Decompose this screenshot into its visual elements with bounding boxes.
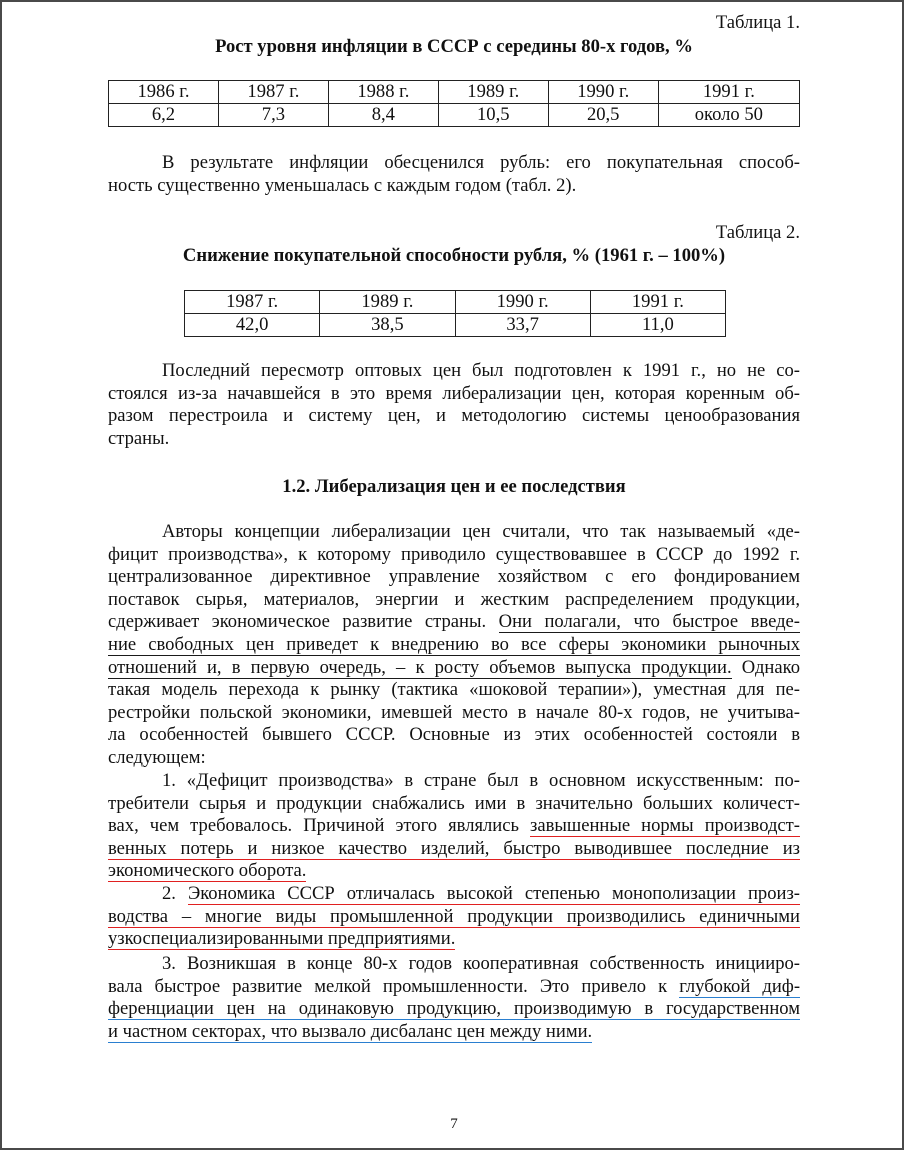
underlined-text: Экономика СССР отличалась высокой степенью монополизации произ- bbox=[187, 883, 800, 904]
table-header-cell: 1986 г. bbox=[109, 81, 219, 104]
text-line: поставок сырья, материалов, энергии и жестким распределением продукции, bbox=[108, 588, 800, 610]
table-cell: 10,5 bbox=[438, 104, 548, 127]
underlined-text: глубокой диф- bbox=[679, 975, 801, 997]
text-line: ла особенностей бывшего СССР. Основные из этих особенностей состояли в bbox=[108, 724, 800, 746]
underlined-text: ние свободных цен приведет к внедрению во все сферы экономики рыночных bbox=[108, 633, 800, 655]
list-item-2 bbox=[108, 883, 800, 951]
purchasing-power-table bbox=[184, 290, 726, 337]
table-cell: 33,7 bbox=[455, 314, 590, 337]
text-line bbox=[108, 928, 800, 951]
text-line bbox=[108, 860, 800, 883]
text-line bbox=[108, 634, 800, 657]
paragraph-1 bbox=[108, 152, 800, 197]
text-line: Авторы концепции либерализации цен считали, что так называемый «де- bbox=[162, 521, 800, 542]
text-segment: Однако bbox=[731, 656, 800, 678]
text-line: следующем: bbox=[108, 746, 206, 768]
text-line bbox=[108, 906, 800, 929]
table-cell: 20,5 bbox=[548, 104, 658, 127]
paragraph-2 bbox=[108, 360, 800, 450]
text-line: 1. «Дефицит производства» в стране был в основном искусственным: по- bbox=[162, 770, 800, 791]
table-cell: около 50 bbox=[658, 104, 799, 127]
table-cell: 6,2 bbox=[109, 104, 219, 127]
underlined-text: и частном секторах, что вызвало дисбаланс цен между ними. bbox=[108, 1020, 593, 1042]
underlined-text: водства – многие виды промышленной продукции производились единичными bbox=[108, 905, 800, 927]
table-cell: 11,0 bbox=[590, 314, 725, 337]
text-line: Последний пересмотр оптовых цен был подготовлен к 1991 г., но не со- bbox=[162, 360, 800, 381]
text-line: требители сырья и продукции снабжались ими в значительно больших количест- bbox=[108, 792, 800, 814]
table-header-cell: 1990 г. bbox=[455, 291, 590, 314]
text-line bbox=[108, 838, 800, 861]
table-header-cell: 1987 г. bbox=[218, 81, 328, 104]
table-header-cell: 1989 г. bbox=[320, 291, 455, 314]
list-item-3 bbox=[108, 953, 800, 1043]
table-row bbox=[185, 314, 726, 337]
section-heading: 1.2. Либерализация цен и ее последствия bbox=[282, 476, 626, 497]
text-line: 3. Возникшая в конце 80-х годов кооперативная собственность иницииро- bbox=[162, 953, 800, 974]
table1-title: Рост уровня инфляции в СССР с середины 80-х годов, % bbox=[215, 36, 693, 57]
underlined-text: завышенные нормы производст- bbox=[530, 815, 800, 837]
table-row bbox=[109, 81, 800, 104]
text-line: В результате инфляции обесценился рубль: его покупательная способ- bbox=[162, 152, 800, 173]
table-header-cell: 1990 г. bbox=[548, 81, 658, 104]
inflation-table bbox=[108, 80, 800, 127]
text-segment: вала быстрое развитие мелкой промышленности. Это привело к bbox=[108, 975, 680, 997]
underlined-text: отношений и, в первую очередь, – к росту объемов выпуска продукции. bbox=[108, 656, 732, 678]
underlined-text: экономического оборота. bbox=[108, 860, 307, 882]
list-item-1 bbox=[108, 770, 800, 883]
text-segment: 2. bbox=[162, 883, 188, 904]
table-cell: 7,3 bbox=[218, 104, 328, 127]
table-cell: 38,5 bbox=[320, 314, 455, 337]
text-line: фицит производства», к которому приводило существовавшее в СССР до 1992 г. bbox=[108, 543, 800, 565]
text-line bbox=[108, 883, 800, 906]
table-header-cell: 1987 г. bbox=[185, 291, 320, 314]
text-line: стоялся из-за начавшейся в это время либерализации цен, которая коренным об- bbox=[108, 382, 800, 404]
underlined-text: ференциации цен на одинаковую продукцию, производимую в государственном bbox=[108, 998, 800, 1020]
text-line: рестройки польской экономики, имевшей место в начале 80-х годов, не учитыва- bbox=[108, 701, 800, 723]
underlined-text: венных потерь и низкое качество изделий, быстро выводившее последние из bbox=[108, 837, 800, 859]
text-line bbox=[108, 815, 800, 838]
text-line bbox=[108, 657, 800, 680]
text-segment: вах, чем требовалось. Причиной этого являлись bbox=[108, 815, 531, 837]
text-line: разом перестроила и систему цен, и методологию системы ценообразования bbox=[108, 405, 800, 427]
table2-caption: Таблица 2. bbox=[715, 222, 800, 243]
table-row bbox=[109, 104, 800, 127]
table-header-cell: 1991 г. bbox=[590, 291, 725, 314]
table-header-cell: 1989 г. bbox=[438, 81, 548, 104]
page-number: 7 bbox=[450, 1116, 458, 1132]
text-line bbox=[108, 998, 800, 1021]
table-cell: 8,4 bbox=[328, 104, 438, 127]
table-cell: 42,0 bbox=[185, 314, 320, 337]
text-line bbox=[108, 976, 800, 999]
underlined-text: узкоспециализированными предприятиями. bbox=[108, 928, 456, 950]
table-row bbox=[185, 291, 726, 314]
table1-caption: Таблица 1. bbox=[715, 12, 800, 33]
paragraph-3 bbox=[108, 521, 800, 770]
text-line bbox=[108, 611, 800, 634]
text-segment: сдерживает экономическое развитие страны. bbox=[108, 611, 499, 633]
table2-title: Снижение покупательной способности рубля, % (1961 г. – 100%) bbox=[182, 245, 726, 266]
table-header-cell: 1991 г. bbox=[658, 81, 799, 104]
text-line: такая модель перехода к рынку (тактика «шоковой терапии»), уместная для пе- bbox=[108, 679, 800, 701]
text-line: централизованное директивное управление хозяйством с его фондированием bbox=[108, 566, 800, 588]
text-line: ность существенно уменьшалась с каждым годом (табл. 2). bbox=[108, 174, 577, 196]
underlined-text: Они полагали, что быстрое введе- bbox=[498, 611, 800, 633]
text-line: страны. bbox=[108, 427, 170, 449]
text-line bbox=[108, 1021, 800, 1044]
table-header-cell: 1988 г. bbox=[328, 81, 438, 104]
